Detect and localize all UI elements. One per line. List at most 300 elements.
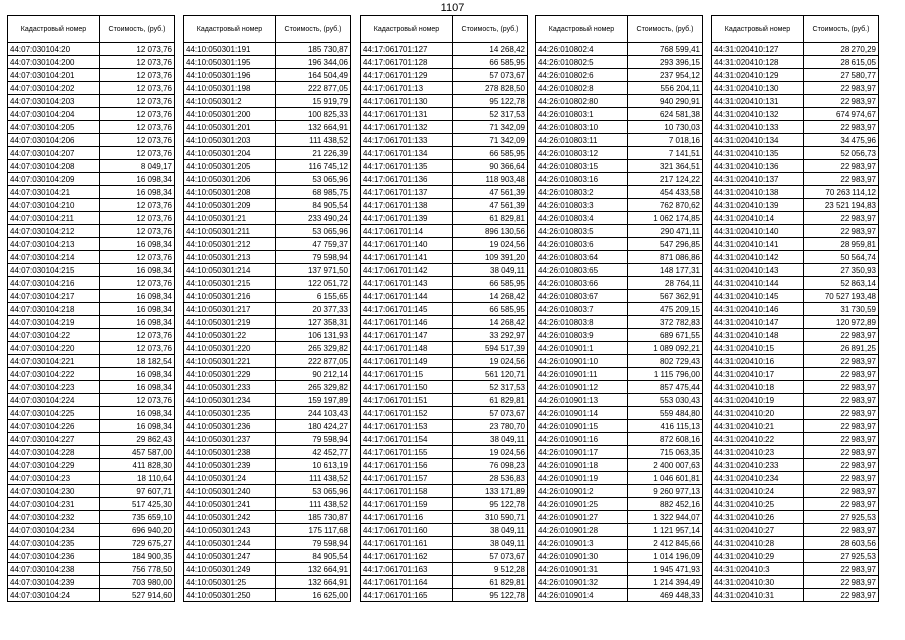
table-row <box>712 238 879 251</box>
cost-cell: 47 561,39 <box>453 199 528 212</box>
column-header-cost: Стоимость, (руб.) <box>100 16 175 43</box>
cadastral-number-cell: 44:31:020410:23 <box>712 446 804 459</box>
cadastral-number-cell: 44:17:061701:127 <box>361 43 453 56</box>
table-row <box>712 225 879 238</box>
table-row <box>712 459 879 472</box>
cost-cell: 133 171,89 <box>453 485 528 498</box>
column-header-cost: Стоимость, (руб.) <box>804 16 879 43</box>
cost-cell: 28 603,56 <box>804 537 879 550</box>
cost-cell: 12 073,76 <box>100 95 175 108</box>
cost-cell: 19 024,56 <box>453 355 528 368</box>
table-row <box>536 212 703 225</box>
cost-cell: 22 983,97 <box>804 576 879 589</box>
cadastral-number-cell: 44:07:030104:224 <box>8 394 100 407</box>
cost-cell: 26 891,25 <box>804 342 879 355</box>
cadastral-number-cell: 44:10:050301:236 <box>184 420 276 433</box>
cost-cell: 265 329,82 <box>276 342 351 355</box>
cadastral-number-cell: 44:17:061701:148 <box>361 342 453 355</box>
cadastral-number-cell: 44:07:030104:229 <box>8 459 100 472</box>
cadastral-number-cell: 44:10:050301:243 <box>184 524 276 537</box>
cost-cell: 22 983,97 <box>804 121 879 134</box>
table-row <box>536 433 703 446</box>
table-row <box>8 82 175 95</box>
table-row <box>536 147 703 160</box>
cadastral-number-cell: 44:10:050301:211 <box>184 225 276 238</box>
table-row <box>8 355 175 368</box>
cost-cell: 10 613,19 <box>276 459 351 472</box>
cadastral-number-cell: 44:31:020410:130 <box>712 82 804 95</box>
cost-cell: 416 115,13 <box>628 420 703 433</box>
cost-cell: 15 919,79 <box>276 95 351 108</box>
table-row <box>361 199 528 212</box>
table-row <box>8 147 175 160</box>
cadastral-number-cell: 44:31:020410:131 <box>712 95 804 108</box>
cost-cell: 22 983,97 <box>804 589 879 602</box>
cost-cell: 19 024,56 <box>453 238 528 251</box>
cadastral-number-cell: 44:07:030104:213 <box>8 238 100 251</box>
cadastral-number-cell: 44:26:010803:3 <box>536 199 628 212</box>
cost-cell: 47 759,37 <box>276 238 351 251</box>
cost-cell: 517 425,30 <box>100 498 175 511</box>
table-row <box>8 485 175 498</box>
cost-cell: 244 103,43 <box>276 407 351 420</box>
cost-cell: 22 983,97 <box>804 459 879 472</box>
table-row <box>361 173 528 186</box>
cadastral-number-cell: 44:10:050301:242 <box>184 511 276 524</box>
cost-cell: 12 073,76 <box>100 56 175 69</box>
table-row <box>184 459 351 472</box>
cost-cell: 22 983,97 <box>804 160 879 173</box>
cadastral-number-cell: 44:31:020410:14 <box>712 212 804 225</box>
cost-cell: 16 098,34 <box>100 186 175 199</box>
cadastral-number-cell: 44:17:061701:141 <box>361 251 453 264</box>
table-row <box>536 511 703 524</box>
cadastral-number-cell: 44:10:050301:22 <box>184 329 276 342</box>
cost-cell: 12 073,76 <box>100 212 175 225</box>
cost-cell: 28 959,81 <box>804 238 879 251</box>
cost-cell: 882 452,16 <box>628 498 703 511</box>
cost-cell: 95 122,78 <box>453 95 528 108</box>
cost-cell: 18 110,64 <box>100 472 175 485</box>
cadastral-number-cell: 44:07:030104:218 <box>8 303 100 316</box>
cost-cell: 71 342,09 <box>453 134 528 147</box>
cost-cell: 2 412 845,66 <box>628 537 703 550</box>
table-row <box>712 498 879 511</box>
table-row <box>361 485 528 498</box>
cadastral-number-cell: 44:17:061701:16 <box>361 511 453 524</box>
table-row <box>8 95 175 108</box>
cadastral-number-cell: 44:17:061701:155 <box>361 446 453 459</box>
cost-cell: 100 825,33 <box>276 108 351 121</box>
column-header-cost: Стоимость, (руб.) <box>276 16 351 43</box>
cost-cell: 1 322 944,07 <box>628 511 703 524</box>
cadastral-number-cell: 44:07:030104:202 <box>8 82 100 95</box>
cost-cell: 22 983,97 <box>804 485 879 498</box>
cost-cell: 21 226,39 <box>276 147 351 160</box>
cost-cell: 7 141,51 <box>628 147 703 160</box>
cadastral-number-cell: 44:07:030104:211 <box>8 212 100 225</box>
table-row <box>184 394 351 407</box>
table-row <box>536 485 703 498</box>
table-row <box>8 251 175 264</box>
cost-cell: 14 268,42 <box>453 43 528 56</box>
cadastral-number-cell: 44:10:050301:195 <box>184 56 276 69</box>
cadastral-number-cell: 44:10:050301:206 <box>184 173 276 186</box>
table-row <box>8 459 175 472</box>
cost-cell: 703 980,00 <box>100 576 175 589</box>
cost-cell: 12 073,76 <box>100 277 175 290</box>
cadastral-number-cell: 44:07:030104:206 <box>8 134 100 147</box>
cadastral-number-cell: 44:10:050301:201 <box>184 121 276 134</box>
cadastral-number-cell: 44:07:030104:227 <box>8 433 100 446</box>
cadastral-number-cell: 44:10:050301:241 <box>184 498 276 511</box>
cadastral-number-cell: 44:17:061701:149 <box>361 355 453 368</box>
cadastral-number-cell: 44:26:010901:10 <box>536 355 628 368</box>
table-row <box>536 342 703 355</box>
cadastral-number-cell: 44:26:010901:19 <box>536 472 628 485</box>
cadastral-number-cell: 44:26:010803:7 <box>536 303 628 316</box>
cost-cell: 12 073,76 <box>100 108 175 121</box>
table-row <box>712 173 879 186</box>
cadastral-number-cell: 44:07:030104:238 <box>8 563 100 576</box>
cost-cell: 57 073,67 <box>453 69 528 82</box>
cost-cell: 217 124,22 <box>628 173 703 186</box>
cost-cell: 16 098,34 <box>100 407 175 420</box>
table-row <box>536 134 703 147</box>
cadastral-number-cell: 44:26:010901:2 <box>536 485 628 498</box>
cadastral-number-cell: 44:26:010901:15 <box>536 420 628 433</box>
cadastral-number-cell: 44:17:061701:164 <box>361 576 453 589</box>
table-row <box>536 459 703 472</box>
cadastral-number-cell: 44:31:020410:26 <box>712 511 804 524</box>
table-row <box>712 134 879 147</box>
cost-cell: 556 204,11 <box>628 82 703 95</box>
table-row <box>712 355 879 368</box>
table-row <box>184 147 351 160</box>
cost-cell: 66 585,95 <box>453 277 528 290</box>
cadastral-number-cell: 44:10:050301:24 <box>184 472 276 485</box>
cadastral-number-cell: 44:17:061701:131 <box>361 108 453 121</box>
table-row <box>536 251 703 264</box>
cost-cell: 293 396,15 <box>628 56 703 69</box>
table-row <box>361 407 528 420</box>
cost-cell: 561 120,71 <box>453 368 528 381</box>
cadastral-number-cell: 44:10:050301:216 <box>184 290 276 303</box>
cadastral-number-cell: 44:31:020410:15 <box>712 342 804 355</box>
cost-cell: 70 263 114,12 <box>804 186 879 199</box>
cadastral-number-cell: 44:07:030104:203 <box>8 95 100 108</box>
cost-cell: 137 971,50 <box>276 264 351 277</box>
cost-cell: 79 598,94 <box>276 537 351 550</box>
cadastral-number-cell: 44:17:061701:14 <box>361 225 453 238</box>
table-row <box>184 329 351 342</box>
table-row <box>8 537 175 550</box>
cost-cell: 1 115 796,00 <box>628 368 703 381</box>
cost-cell: 175 117,68 <box>276 524 351 537</box>
table-row <box>536 498 703 511</box>
cadastral-number-cell: 44:17:061701:158 <box>361 485 453 498</box>
cadastral-number-cell: 44:17:061701:154 <box>361 433 453 446</box>
cadastral-number-cell: 44:17:061701:135 <box>361 160 453 173</box>
table-row <box>8 576 175 589</box>
table-row <box>184 316 351 329</box>
table-row <box>8 563 175 576</box>
cadastral-number-cell: 44:17:061701:138 <box>361 199 453 212</box>
cost-cell: 768 599,41 <box>628 43 703 56</box>
table-row <box>361 134 528 147</box>
cadastral-number-cell: 44:26:010802:6 <box>536 69 628 82</box>
cadastral-number-cell: 44:17:061701:157 <box>361 472 453 485</box>
cadastral-number-cell: 44:17:061701:134 <box>361 147 453 160</box>
cadastral-number-cell: 44:31:020410:24 <box>712 485 804 498</box>
table-row <box>361 589 528 602</box>
cost-cell: 411 828,30 <box>100 459 175 472</box>
table-row <box>184 433 351 446</box>
table-row <box>184 355 351 368</box>
cost-cell: 52 317,53 <box>453 381 528 394</box>
cost-cell: 22 983,97 <box>804 355 879 368</box>
cost-cell: 132 664,91 <box>276 563 351 576</box>
cost-cell: 278 828,50 <box>453 82 528 95</box>
cost-cell: 8 049,17 <box>100 160 175 173</box>
cadastral-number-cell: 44:07:030104:22 <box>8 329 100 342</box>
cost-cell: 12 073,76 <box>100 43 175 56</box>
cadastral-number-cell: 44:31:020410:141 <box>712 238 804 251</box>
cadastral-number-cell: 44:10:050301:2 <box>184 95 276 108</box>
cadastral-number-cell: 44:17:061701:128 <box>361 56 453 69</box>
table-row <box>184 420 351 433</box>
cost-cell: 70 527 193,48 <box>804 290 879 303</box>
table-row <box>536 316 703 329</box>
cost-cell: 111 438,52 <box>276 498 351 511</box>
table-row <box>712 199 879 212</box>
cost-cell: 196 344,06 <box>276 56 351 69</box>
table-row <box>712 511 879 524</box>
cadastral-number-cell: 44:31:020410:19 <box>712 394 804 407</box>
table-row <box>184 199 351 212</box>
cadastral-number-cell: 44:17:061701:160 <box>361 524 453 537</box>
table-row <box>536 407 703 420</box>
table-row <box>712 277 879 290</box>
cadastral-number-cell: 44:17:061701:159 <box>361 498 453 511</box>
table-row <box>184 498 351 511</box>
cost-cell: 1 945 471,93 <box>628 563 703 576</box>
cadastral-number-cell: 44:31:020410:132 <box>712 108 804 121</box>
cost-cell: 559 484,80 <box>628 407 703 420</box>
cost-cell: 120 972,89 <box>804 316 879 329</box>
cadastral-number-cell: 44:17:061701:129 <box>361 69 453 82</box>
cadastral-number-cell: 44:31:020410:144 <box>712 277 804 290</box>
cost-cell: 22 983,97 <box>804 433 879 446</box>
cost-cell: 12 073,76 <box>100 82 175 95</box>
cadastral-number-cell: 44:26:010802:5 <box>536 56 628 69</box>
cost-cell: 756 778,50 <box>100 563 175 576</box>
table-row <box>361 251 528 264</box>
cost-cell: 321 364,51 <box>628 160 703 173</box>
cost-cell: 290 471,11 <box>628 225 703 238</box>
cadastral-number-cell: 44:10:050301:221 <box>184 355 276 368</box>
cadastral-number-cell: 44:31:020410:146 <box>712 303 804 316</box>
cost-cell: 95 122,78 <box>453 589 528 602</box>
cost-table-5 <box>711 15 879 602</box>
cadastral-number-cell: 44:26:010803:11 <box>536 134 628 147</box>
table-row <box>8 498 175 511</box>
cost-table-2 <box>183 15 351 602</box>
cadastral-number-cell: 44:26:010901:32 <box>536 576 628 589</box>
cadastral-number-cell: 44:31:020410:128 <box>712 56 804 69</box>
cadastral-number-cell: 44:17:061701:15 <box>361 368 453 381</box>
cost-cell: 53 065,96 <box>276 173 351 186</box>
cost-cell: 66 585,95 <box>453 147 528 160</box>
table-row <box>184 69 351 82</box>
cadastral-number-cell: 44:17:061701:146 <box>361 316 453 329</box>
cost-cell: 164 504,49 <box>276 69 351 82</box>
cadastral-number-cell: 44:26:010802:4 <box>536 43 628 56</box>
table-row <box>8 121 175 134</box>
cost-cell: 47 561,39 <box>453 186 528 199</box>
cadastral-number-cell: 44:26:010901:27 <box>536 511 628 524</box>
table-row <box>536 394 703 407</box>
cost-cell: 547 296,85 <box>628 238 703 251</box>
cadastral-number-cell: 44:31:020410:147 <box>712 316 804 329</box>
table-row <box>361 563 528 576</box>
cost-cell: 38 049,11 <box>453 524 528 537</box>
cost-cell: 762 870,62 <box>628 199 703 212</box>
cost-cell: 222 877,05 <box>276 82 351 95</box>
table-row <box>536 121 703 134</box>
table-row <box>361 121 528 134</box>
cost-cell: 567 362,91 <box>628 290 703 303</box>
cost-cell: 53 065,96 <box>276 485 351 498</box>
table-row <box>536 563 703 576</box>
cost-cell: 23 780,70 <box>453 420 528 433</box>
cadastral-number-cell: 44:26:010803:1 <box>536 108 628 121</box>
cost-cell: 7 018,16 <box>628 134 703 147</box>
table-row <box>361 82 528 95</box>
table-row <box>184 238 351 251</box>
table-row <box>361 238 528 251</box>
table-row <box>184 56 351 69</box>
table-row <box>361 420 528 433</box>
cadastral-number-cell: 44:07:030104:204 <box>8 108 100 121</box>
table-row <box>361 108 528 121</box>
cadastral-number-cell: 44:10:050301:237 <box>184 433 276 446</box>
cost-cell: 132 664,91 <box>276 121 351 134</box>
cadastral-number-cell: 44:07:030104:23 <box>8 472 100 485</box>
table-row <box>361 303 528 316</box>
table-row <box>8 277 175 290</box>
cost-cell: 222 877,05 <box>276 355 351 368</box>
table-row <box>361 342 528 355</box>
cost-cell: 84 905,54 <box>276 550 351 563</box>
table-row <box>361 537 528 550</box>
cadastral-number-cell: 44:17:061701:150 <box>361 381 453 394</box>
cost-cell: 454 433,58 <box>628 186 703 199</box>
table-row <box>361 576 528 589</box>
cost-cell: 127 358,31 <box>276 316 351 329</box>
cadastral-number-cell: 44:26:010901:25 <box>536 498 628 511</box>
table-row <box>361 355 528 368</box>
cadastral-number-cell: 44:26:010803:16 <box>536 173 628 186</box>
cadastral-number-cell: 44:10:050301:203 <box>184 134 276 147</box>
table-row <box>712 121 879 134</box>
table-row <box>712 290 879 303</box>
table-row <box>184 524 351 537</box>
cadastral-number-cell: 44:26:010803:4 <box>536 212 628 225</box>
cost-table-3 <box>360 15 528 602</box>
cost-cell: 90 212,14 <box>276 368 351 381</box>
table-row <box>8 394 175 407</box>
cost-cell: 16 098,34 <box>100 316 175 329</box>
column-header-cadastral-number: Кадастровый номер <box>361 16 453 43</box>
cadastral-number-cell: 44:31:020410:28 <box>712 537 804 550</box>
cadastral-number-cell: 44:17:061701:163 <box>361 563 453 576</box>
cadastral-number-cell: 44:07:030104:232 <box>8 511 100 524</box>
cadastral-number-cell: 44:07:030104:215 <box>8 264 100 277</box>
cadastral-number-cell: 44:07:030104:209 <box>8 173 100 186</box>
cost-cell: 696 940,20 <box>100 524 175 537</box>
cost-cell: 22 983,97 <box>804 82 879 95</box>
cost-cell: 95 122,78 <box>453 498 528 511</box>
table-row <box>712 342 879 355</box>
cost-cell: 111 438,52 <box>276 472 351 485</box>
table-row <box>536 160 703 173</box>
table-row <box>361 550 528 563</box>
cadastral-number-cell: 44:31:020410:136 <box>712 160 804 173</box>
cost-cell: 118 903,48 <box>453 173 528 186</box>
table-row <box>184 82 351 95</box>
cost-cell: 28 270,29 <box>804 43 879 56</box>
cost-cell: 12 073,76 <box>100 134 175 147</box>
cadastral-number-cell: 44:26:010803:2 <box>536 186 628 199</box>
cost-cell: 22 983,97 <box>804 563 879 576</box>
cadastral-number-cell: 44:07:030104:219 <box>8 316 100 329</box>
cost-cell: 940 290,91 <box>628 95 703 108</box>
cadastral-number-cell: 44:17:061701:156 <box>361 459 453 472</box>
table-row <box>712 264 879 277</box>
cadastral-number-cell: 44:17:061701:145 <box>361 303 453 316</box>
cost-cell: 12 073,76 <box>100 147 175 160</box>
cost-cell: 310 590,71 <box>453 511 528 524</box>
table-row <box>8 303 175 316</box>
column-header-cadastral-number: Кадастровый номер <box>8 16 100 43</box>
cadastral-number-cell: 44:17:061701:140 <box>361 238 453 251</box>
cadastral-number-cell: 44:26:010802:80 <box>536 95 628 108</box>
cost-cell: 22 983,97 <box>804 381 879 394</box>
table-row <box>8 381 175 394</box>
cadastral-number-cell: 44:17:061701:165 <box>361 589 453 602</box>
cost-cell: 29 862,43 <box>100 433 175 446</box>
table-row <box>184 264 351 277</box>
cadastral-number-cell: 44:31:020410:16 <box>712 355 804 368</box>
cadastral-number-cell: 44:07:030104:205 <box>8 121 100 134</box>
table-row <box>8 173 175 186</box>
cadastral-number-cell: 44:26:010803:9 <box>536 329 628 342</box>
table-row <box>184 563 351 576</box>
cost-cell: 729 675,27 <box>100 537 175 550</box>
table-row <box>184 121 351 134</box>
cadastral-number-cell: 44:10:050301:233 <box>184 381 276 394</box>
cost-cell: 79 598,94 <box>276 433 351 446</box>
cadastral-number-cell: 44:26:010803:64 <box>536 251 628 264</box>
cadastral-number-cell: 44:07:030104:220 <box>8 342 100 355</box>
cadastral-number-cell: 44:07:030104:222 <box>8 368 100 381</box>
cost-cell: 22 983,97 <box>804 407 879 420</box>
table-row <box>361 43 528 56</box>
table-row <box>536 537 703 550</box>
cost-cell: 22 983,97 <box>804 498 879 511</box>
cadastral-number-cell: 44:17:061701:130 <box>361 95 453 108</box>
